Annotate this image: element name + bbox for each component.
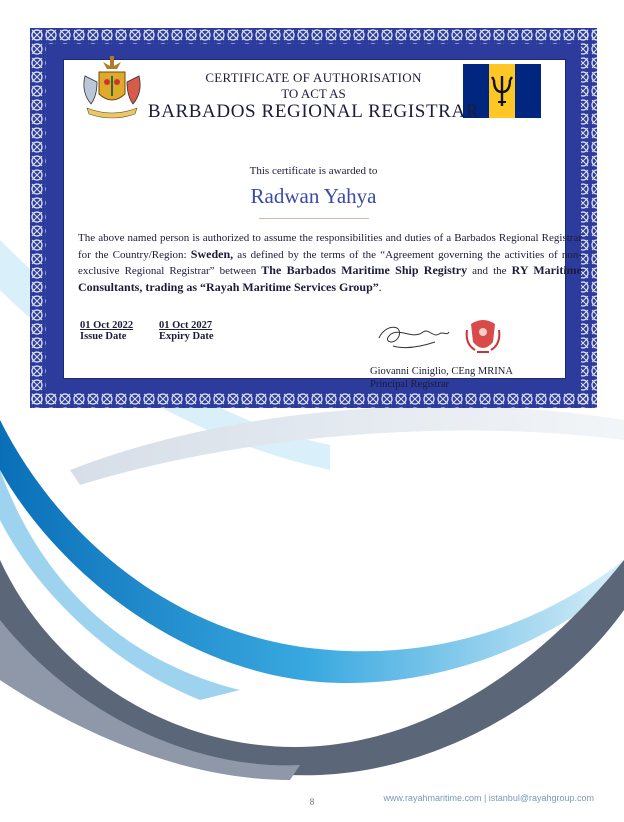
body-party-1: The Barbados Maritime Ship Registry <box>261 263 468 277</box>
signature-image <box>373 320 453 354</box>
issue-date-label: Issue Date <box>80 331 127 342</box>
issue-date: 01 Oct 2022 <box>80 320 134 331</box>
signer-name: Giovanni Ciniglio, CEng MRINA <box>370 366 513 377</box>
body-country: Sweden, <box>190 246 234 261</box>
body-text-part-1: The above named person is authorized to assume the responsibilities and duties of a Barbados Regional Registrar for the Country/Region: <box>78 232 582 261</box>
body-party-2: RY Maritime Consultants, trading as “Rayah Maritime Services Group” <box>78 263 582 294</box>
contact-footer: www.rayahmaritime.com | istanbul@rayahgroup.com <box>383 793 594 803</box>
expiry-date: 01 Oct 2027 <box>159 320 213 331</box>
body-text-part-4: . <box>378 281 382 294</box>
issue-date-block <box>80 320 133 342</box>
body-text-part-2: as defined by the terms of the “Agreement governing the activities of non-exclusive Regional Registrar” between <box>78 248 582 277</box>
expiry-date-label: Expiry Date <box>159 331 214 342</box>
signer-block <box>370 365 513 391</box>
page-number: 8 <box>309 797 315 807</box>
awarded-to-label: This certificate is awarded to <box>249 165 378 177</box>
certificate-body <box>78 231 582 296</box>
body-text-part-3: and the <box>467 265 512 277</box>
certificate-frame <box>30 28 597 408</box>
certificate-title-line-3: BARBADOS REGIONAL REGISTRAR <box>147 101 480 122</box>
expiry-date-block <box>159 320 214 342</box>
recipient-name: Radwan Yahya <box>250 184 377 208</box>
certificate-title-line-2: TO ACT AS <box>281 86 346 101</box>
certificate-title-line-1: CERTIFICATE OF AUTHORISATION <box>205 70 422 85</box>
signer-title: Principal Registrar <box>370 379 450 390</box>
registry-seal-icon <box>463 314 503 358</box>
name-underline <box>259 218 369 219</box>
